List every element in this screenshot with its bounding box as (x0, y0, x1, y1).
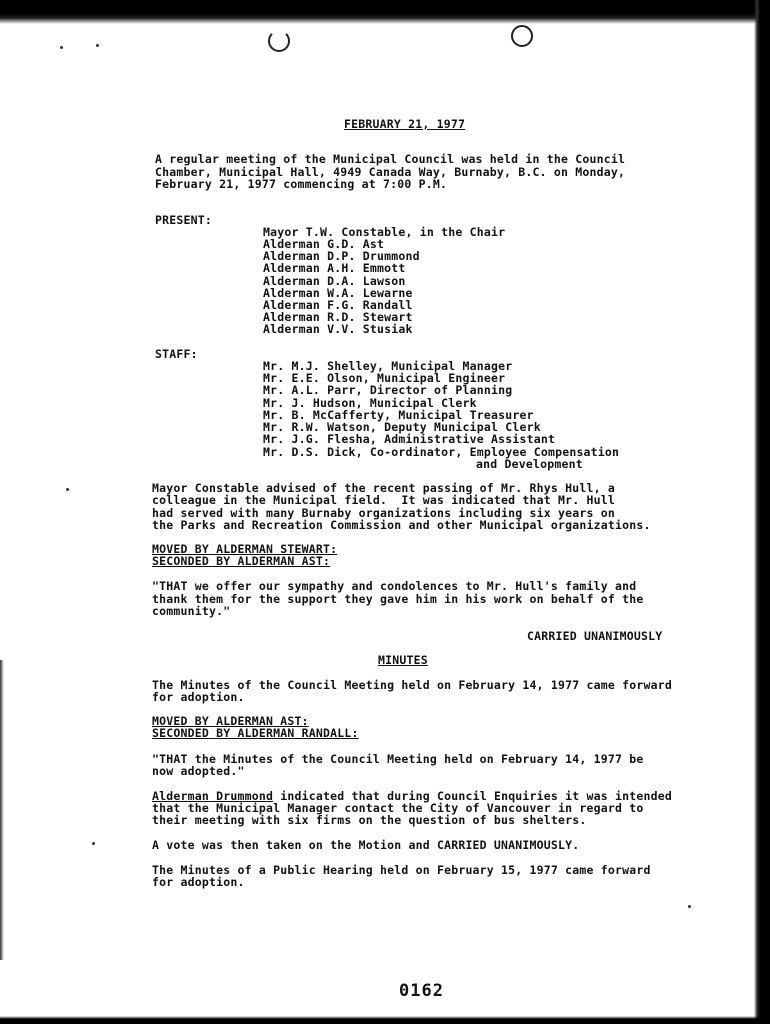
scan-speck (60, 46, 63, 49)
punch-hole-left-icon (268, 30, 290, 52)
meeting-date-heading: FEBRUARY 21, 1977 (344, 117, 466, 131)
staff-item: Mr. R.W. Watson, Deputy Municipal Clerk (263, 420, 541, 434)
intro-line-3: February 21, 1977 commencing at 7:00 P.M. (155, 177, 448, 191)
hull-para-line: the Parks and Recreation Commission and other Municipal organizations. (152, 518, 651, 532)
scan-edge-bottom (0, 1016, 770, 1024)
motion-2-line: now adopted." (152, 764, 245, 778)
motion-2-line: "THAT the Minutes of the Council Meeting held on February 14, 1977 be (152, 752, 644, 766)
hull-para-line: had served with many Burnaby organizations including six years on (152, 506, 616, 520)
hull-para-line: Mayor Constable advised of the recent passing of Mr. Rhys Hull, a (152, 481, 616, 495)
staff-item: Mr. J.G. Flesha, Administrative Assistant (263, 432, 556, 446)
seconded-by-1: SECONDED BY ALDERMAN AST: (152, 554, 331, 568)
drummond-name: Alderman Drummond (152, 789, 274, 803)
hearing-para-line: The Minutes of a Public Hearing held on February 15, 1977 came forward (152, 863, 651, 877)
motion-1-line: thank them for the support they gave him in his work on behalf of the (152, 592, 644, 606)
punch-hole-right-icon (511, 25, 533, 47)
intro-line-2: Chamber, Municipal Hall, 4949 Canada Way, Burnaby, B.C. on Monday, (155, 165, 626, 179)
minutes-heading: MINUTES (378, 653, 428, 667)
scan-edge-top (0, 0, 770, 24)
staff-item-continuation: and Development (476, 457, 583, 471)
present-item: Alderman F.G. Randall (263, 298, 413, 312)
staff-item: Mr. E.E. Olson, Municipal Engineer (263, 371, 506, 385)
staff-item: Mr. A.L. Parr, Director of Planning (263, 383, 513, 397)
present-item: Alderman A.H. Emmott (263, 261, 406, 275)
present-item: Mayor T.W. Constable, in the Chair (263, 225, 506, 239)
moved-by-2: MOVED BY ALDERMAN AST: (152, 714, 309, 728)
staff-item: Mr. B. McCafferty, Municipal Treasurer (263, 408, 534, 422)
present-item: Alderman D.P. Drummond (263, 249, 420, 263)
motion-1-line: community." (152, 604, 231, 618)
minutes-para-line: The Minutes of the Council Meeting held on February 14, 1977 came forward (152, 678, 673, 692)
scan-speck (66, 488, 69, 491)
intro-line-1: A regular meeting of the Municipal Council was held in the Council (155, 152, 626, 166)
present-item: Alderman W.A. Lewarne (263, 286, 413, 300)
vote-line: A vote was then taken on the Motion and CARRIED UNANIMOUSLY. (152, 838, 580, 852)
present-item: Alderman G.D. Ast (263, 237, 385, 251)
scan-edge-left (0, 660, 4, 960)
drummond-para-line: that the Municipal Manager contact the City of Vancouver in regard to (152, 801, 644, 815)
staff-item: Mr. J. Hudson, Municipal Clerk (263, 396, 477, 410)
staff-label: STAFF: (155, 347, 198, 361)
page-number: 0162 (399, 981, 444, 1001)
hearing-para-line: for adoption. (152, 875, 245, 889)
minutes-para-line: for adoption. (152, 690, 245, 704)
present-label: PRESENT: (155, 213, 212, 227)
moved-by-1: MOVED BY ALDERMAN STEWART: (152, 542, 338, 556)
staff-item: Mr. D.S. Dick, Co-ordinator, Employee Compensation (263, 445, 620, 459)
present-item: Alderman R.D. Stewart (263, 310, 413, 324)
present-item: Alderman D.A. Lawson (263, 274, 406, 288)
carried-unanimously-1: CARRIED UNANIMOUSLY (527, 629, 663, 643)
scan-speck (92, 842, 95, 845)
drummond-para-line: their meeting with six firms on the question of bus shelters. (152, 813, 587, 827)
motion-1-line: "THAT we offer our sympathy and condolences to Mr. Hull's family and (152, 579, 637, 593)
seconded-by-2: SECONDED BY ALDERMAN RANDALL: (152, 726, 359, 740)
scan-speck (96, 44, 99, 47)
staff-item: Mr. M.J. Shelley, Municipal Manager (263, 359, 513, 373)
present-item: Alderman V.V. Stusiak (263, 322, 413, 336)
scan-edge-right (754, 0, 770, 1024)
drummond-text: indicated that during Council Enquiries it was intended (273, 789, 673, 803)
scan-speck (688, 905, 691, 908)
hull-para-line: colleague in the Municipal field. It was indicated that Mr. Hull (152, 493, 616, 507)
